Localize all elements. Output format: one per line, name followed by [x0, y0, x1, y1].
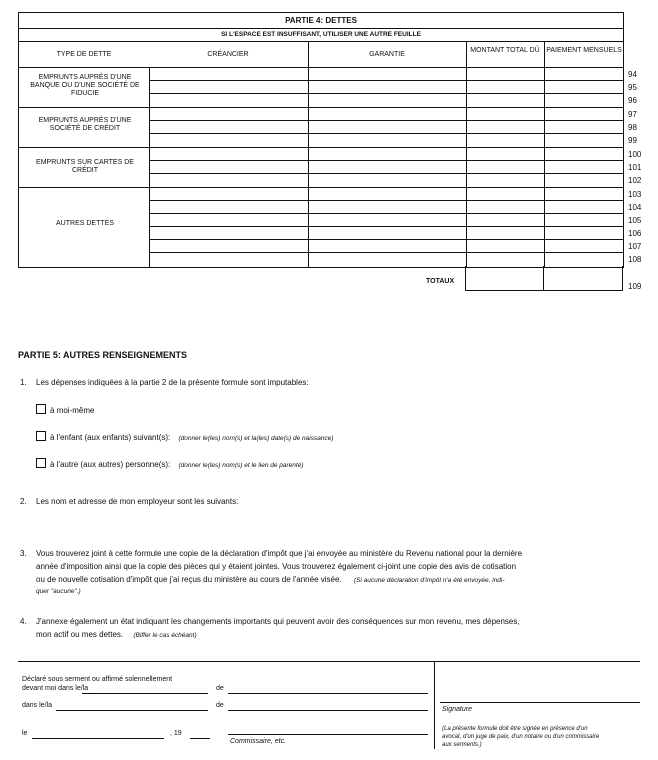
debts-table [18, 12, 624, 268]
option-children-note: (donner le(les) nom(s) et la(les) date(s) de naissance) [178, 435, 334, 442]
divider [19, 28, 623, 29]
signature-note: (La présente formule doit être signée en présence d'un avocat, d'un juge de paix, d'un notaire ou d'un commissaire aux serments.) [442, 726, 600, 748]
item2-number: 2. [20, 497, 27, 506]
oath-le: le [22, 730, 28, 737]
signature-label: Signature [442, 706, 472, 713]
row-divider [149, 133, 623, 134]
header-monthly: PAIEMENT MENSUELS [546, 47, 622, 54]
row-number: 104 [628, 203, 642, 212]
oath-dans-field[interactable] [56, 710, 208, 711]
row-number: 108 [628, 255, 642, 264]
row-number: 96 [628, 96, 637, 105]
commissioner-label: Commissaire, etc. [230, 738, 287, 745]
row-divider [149, 213, 623, 214]
item3-line3: ou de nouvelle cotisation d'impôt que j'ai reçus du ministère au cours de l'année visée. (Si aucune déclaration d'impôt n'a été envoyée, indi- [36, 575, 505, 584]
item1-number: 1. [20, 378, 27, 387]
totals-box[interactable] [465, 266, 623, 291]
col-divider [308, 41, 309, 267]
oath-top-rule [18, 661, 640, 662]
item3-line1: Vous trouverez joint à cette formule une copie de la déclaration d'impôt que j'ai envoyée au ministère du Revenu national pour la dernière [36, 549, 523, 558]
oath-place-field[interactable] [82, 693, 208, 694]
group-label-credit-cards: EMPRUNTS SUR CARTES DE CRÉDIT [36, 159, 134, 174]
row-number: 95 [628, 83, 637, 92]
group-label-credit-company: EMPRUNTS AUPRÈS D'UNE SOCIÉTÉ DE CRÉDIT [38, 117, 132, 132]
row-number: 99 [628, 136, 637, 145]
row-divider [149, 93, 623, 94]
group-divider [19, 107, 623, 108]
checkbox-self[interactable] [36, 404, 46, 414]
row-divider [149, 200, 623, 201]
header-creditor: CRÉANCIER [207, 51, 249, 58]
group-divider [19, 147, 623, 148]
row-number: 106 [628, 229, 642, 238]
item4-line2: mon actif ou mes dettes. (Biffer le cas échéant) [36, 630, 197, 639]
option-others-note: (donner le(les) nom(s) et le lien de parenté) [178, 462, 304, 469]
oath-of-field-2[interactable] [228, 710, 428, 711]
item4-number: 4. [20, 617, 27, 626]
part5-title: PARTIE 5: AUTRES RENSEIGNEMENTS [18, 350, 188, 360]
option-others[interactable]: à l'autre (aux autres) personne(s): (donner le(les) nom(s) et le lien de parenté) [36, 458, 304, 469]
oath-dans: dans le/la [22, 702, 52, 709]
oath-de2: de [216, 702, 224, 709]
group-label-other-debts: AUTRES DETTES [56, 220, 114, 227]
oath-year-field[interactable] [190, 738, 210, 739]
row-number: 102 [628, 176, 642, 185]
row-number: 107 [628, 242, 642, 251]
col-divider [544, 41, 545, 267]
row-divider [149, 239, 623, 240]
row-number: 103 [628, 190, 642, 199]
header-guarantee: GARANTIE [369, 51, 405, 58]
col-divider [149, 67, 150, 267]
item1-text: Les dépenses indiquées à la partie 2 de la présente formule sont imputables: [36, 378, 309, 387]
signature-line[interactable] [440, 702, 640, 703]
item3-line2: année d'imposition ainsi que la copie des pièces qui y étaient jointes. Vous trouverez également ci-joint une copie des avis de cotisation [36, 562, 517, 571]
divider [19, 67, 623, 68]
totals-number: 109 [628, 282, 642, 291]
row-number: 98 [628, 123, 637, 132]
option-self[interactable]: à moi-même [36, 404, 94, 415]
totals-divider [543, 266, 544, 290]
item3-number: 3. [20, 549, 27, 558]
divider [19, 41, 623, 42]
oath-of-field-1[interactable] [228, 693, 428, 694]
checkbox-others[interactable] [36, 458, 46, 468]
row-divider [149, 226, 623, 227]
row-number: 101 [628, 163, 642, 172]
oath-year: , 19 [170, 730, 182, 737]
oath-line2: devant moi dans le/la [22, 685, 89, 692]
row-divider [149, 173, 623, 174]
row-number: 94 [628, 70, 637, 79]
oath-divider [434, 661, 435, 749]
totals-label: TOTAUX [426, 278, 455, 285]
item3-note-cont: quer "aucune".) [36, 588, 81, 595]
header-total-due: MONTANT TOTAL DÛ [470, 47, 540, 54]
part4-title: PARTIE 4: DETTES [285, 16, 357, 25]
item4-line1: J'annexe également un état indiquant les changements importants qui peuvent avoir des conséquences sur mon revenu, mes dépenses, [36, 617, 520, 626]
commissioner-signature-line[interactable] [228, 734, 428, 735]
oath-date-field[interactable] [32, 738, 164, 739]
item2-text: Les nom et adresse de mon employeur sont les suivants: [36, 497, 239, 506]
item4-note: (Biffer le cas échéant) [133, 632, 197, 639]
group-divider [19, 187, 623, 188]
row-divider [149, 252, 623, 253]
row-divider [149, 80, 623, 81]
item3-note: (Si aucune déclaration d'impôt n'a été envoyée, indi- [353, 577, 505, 584]
row-number: 105 [628, 216, 642, 225]
col-divider [466, 41, 467, 267]
row-number: 97 [628, 110, 637, 119]
row-divider [149, 160, 623, 161]
header-type: TYPE DE DETTE [56, 51, 112, 58]
row-number: 100 [628, 150, 642, 159]
row-divider [149, 120, 623, 121]
option-children[interactable]: à l'enfant (aux enfants) suivant(s): (donner le(les) nom(s) et la(les) date(s) de naissance) [36, 431, 333, 442]
part4-subtitle: SI L'ESPACE EST INSUFFISANT, UTILISER UNE AUTRE FEUILLE [221, 31, 421, 38]
oath-de1: de [216, 685, 224, 692]
group-label-bank: EMPRUNTS AUPRÈS D'UNE BANQUE OU D'UNE SOCIÉTÉ DE FIDUCIE [30, 74, 140, 97]
oath-line1: Déclaré sous serment ou affirmé solennellement [22, 676, 173, 683]
checkbox-children[interactable] [36, 431, 46, 441]
